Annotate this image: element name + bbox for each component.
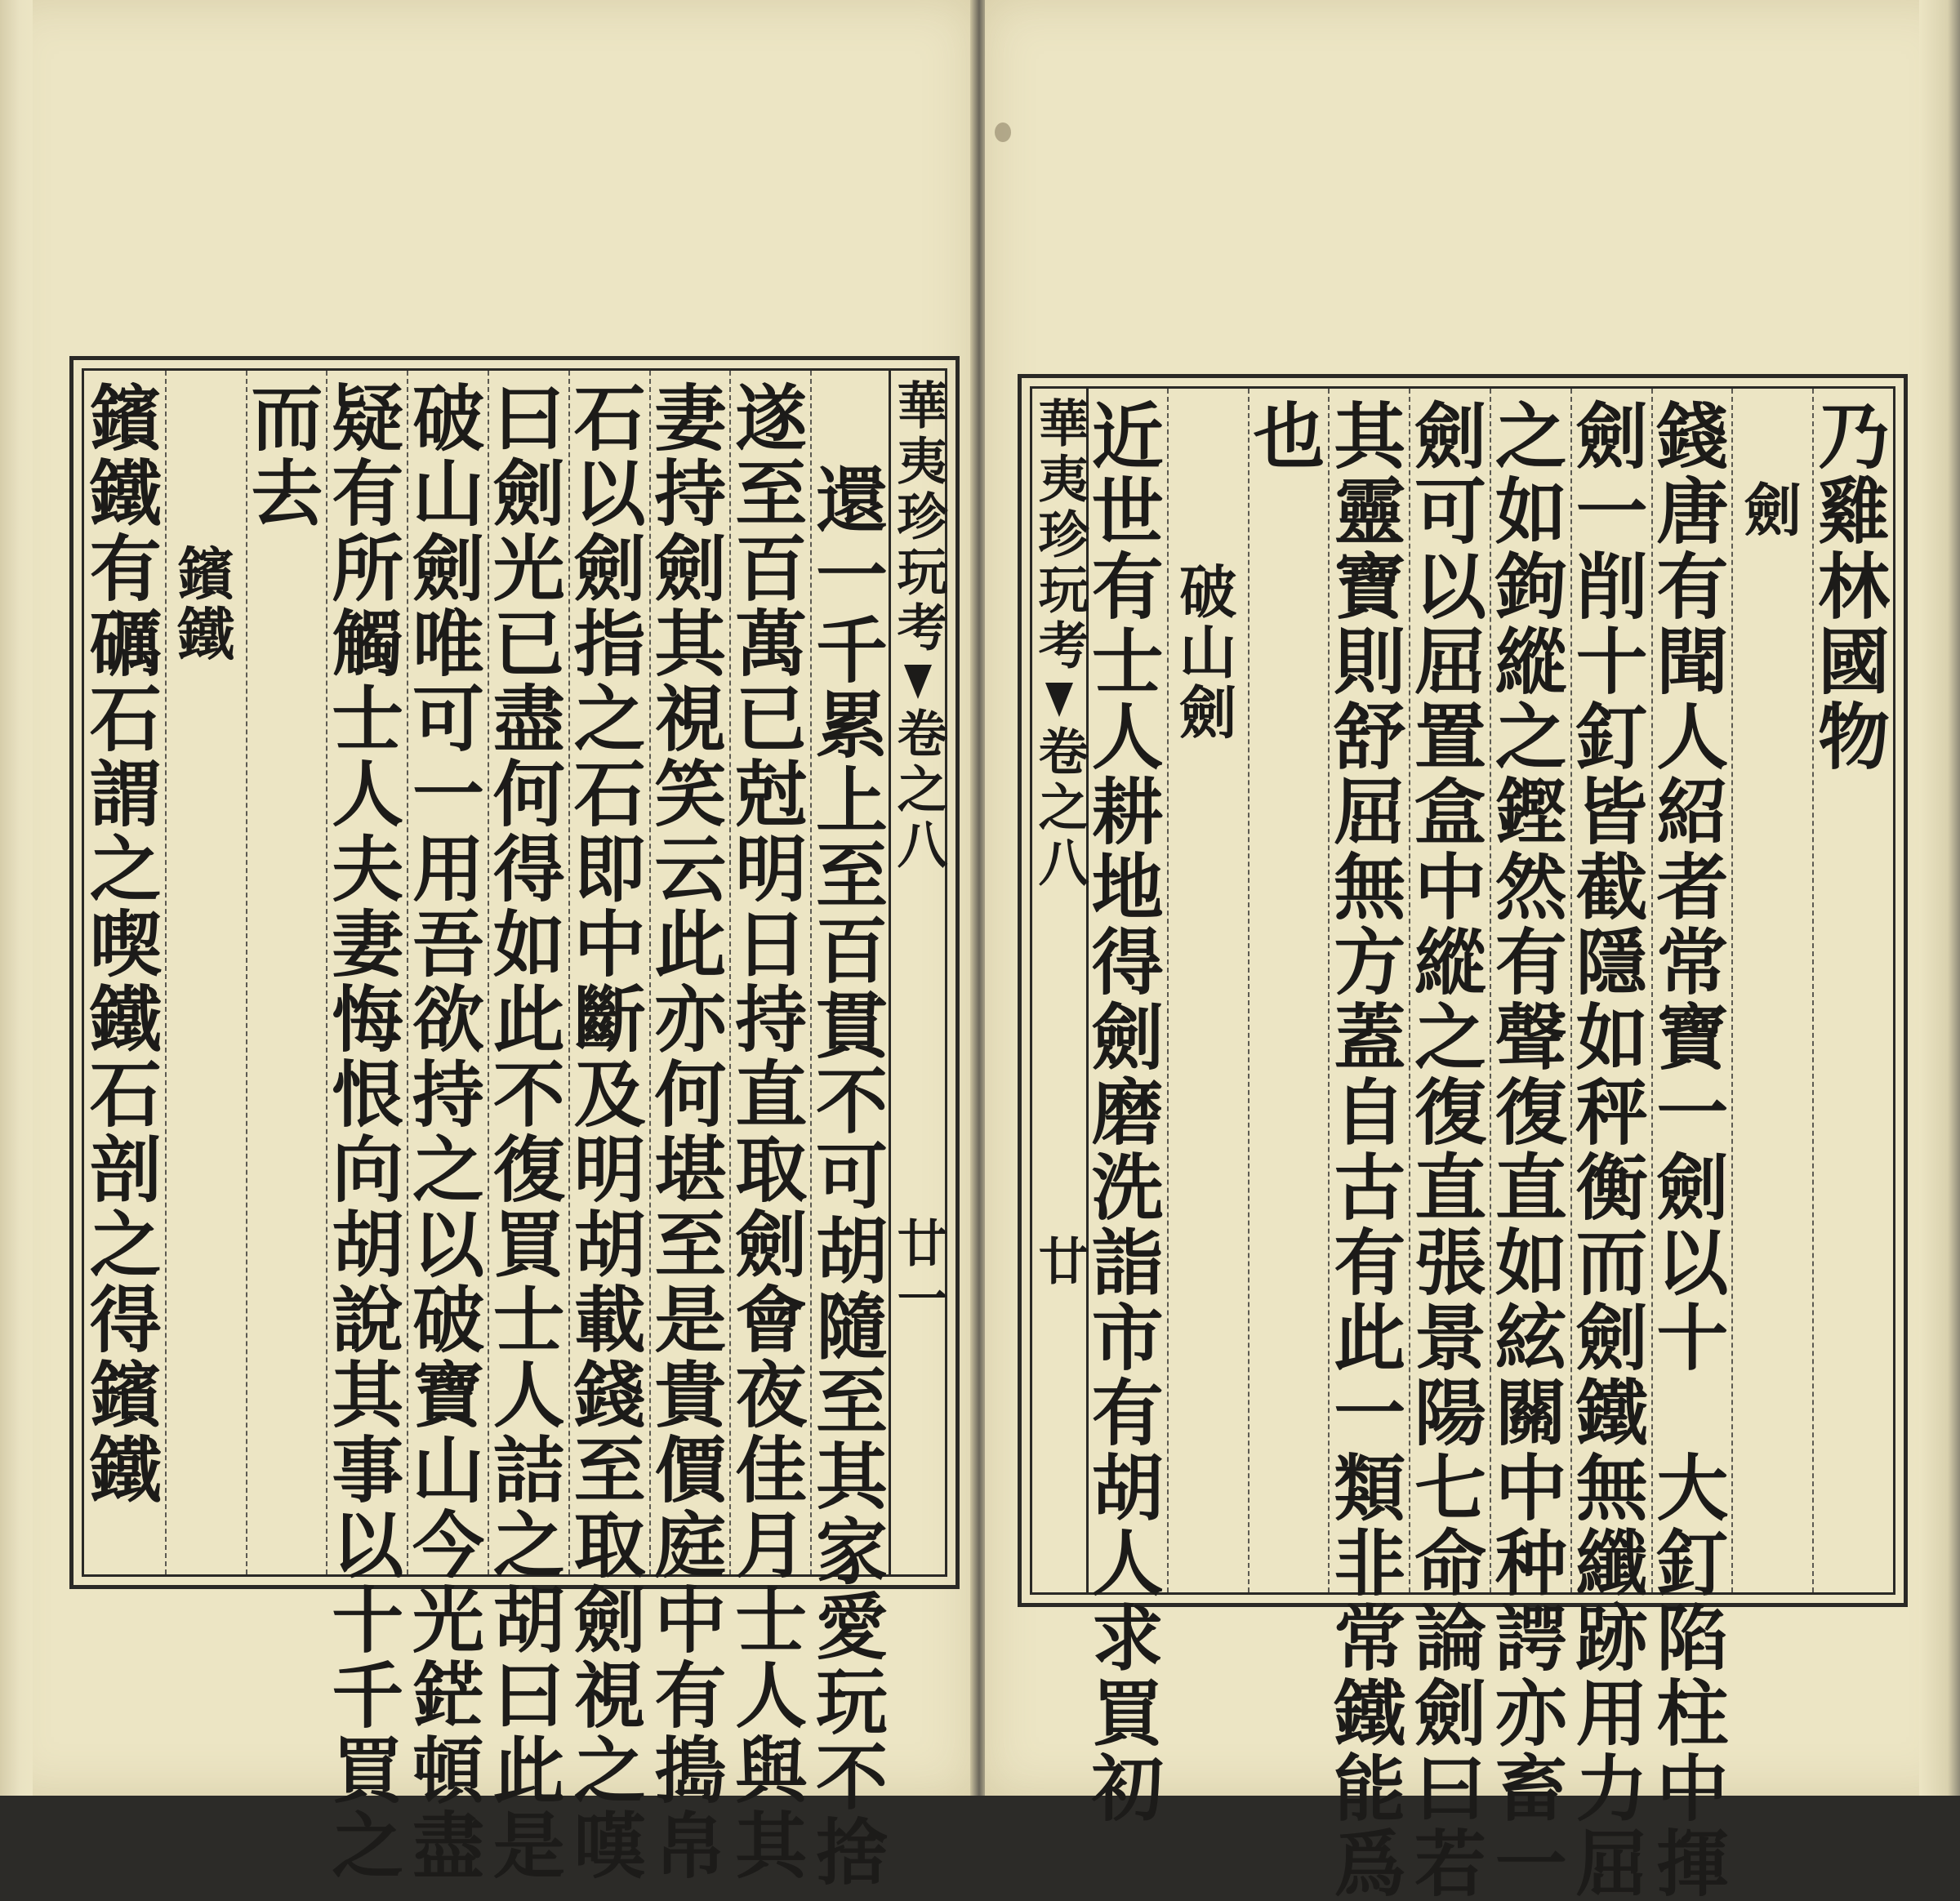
right-page	[985, 0, 1960, 1901]
text-column: 也	[1241, 398, 1327, 474]
volume-label: 卷之八	[889, 707, 948, 874]
right-text-block	[1018, 374, 1908, 1901]
folio-number: 廿	[1030, 1235, 1089, 1290]
text-column: 曰劍光已盡何得如此不復買士人詰之胡曰此是	[481, 381, 567, 1883]
text-column: 疑有所觸士人夫妻悔恨向胡說其事以十千買之	[320, 381, 406, 1883]
text-column: 乃雞林國物	[1806, 398, 1891, 774]
column-rule	[649, 371, 651, 1574]
volume-label: 卷之八	[1030, 725, 1089, 892]
column-rule	[165, 371, 167, 1574]
column-rule	[488, 371, 489, 1574]
column-rule	[1812, 389, 1814, 1592]
section-heading: 鑌鐵	[167, 544, 236, 665]
column-rule	[729, 371, 731, 1574]
text-column: 妻持劍其視笑云此亦何堪至是貴價庭中有搗帛	[643, 381, 728, 1883]
text-column: 劍一削十釘皆截隱如秤衡而劍鐵無纖跡用力屈	[1564, 398, 1650, 1901]
folio-number: 廿一	[889, 1217, 948, 1328]
text-column: 鑌鐵有礪石謂之喫鐵石剖之得鑌鐵	[78, 381, 163, 1507]
column-rule	[1328, 389, 1330, 1592]
column-rule	[568, 371, 570, 1574]
column-rule	[1651, 389, 1653, 1592]
column-rule	[246, 371, 247, 1574]
column-rule	[1570, 389, 1572, 1592]
column-rule	[1731, 389, 1733, 1592]
left-inner-frame	[78, 368, 948, 1890]
right-inner-frame	[1030, 386, 1895, 1901]
text-column: 遂至百萬已尅明日持直取劍會夜佳月士人與其	[724, 381, 809, 1883]
text-column: 近世有士人耕地得劍磨洗詣市有胡人求買初	[1080, 398, 1165, 1826]
text-column: 劍可以屈置盒中縱之復直張景陽七命論劍曰若	[1402, 398, 1488, 1901]
text-column: 之如鉤縱之鏗然有聲復直如絃關中种諤亦畜一	[1483, 398, 1569, 1901]
column-rule	[1490, 389, 1491, 1592]
book-title: 華夷珍玩考	[889, 379, 948, 657]
column-rule	[1248, 389, 1250, 1592]
section-heading: 劍	[1735, 480, 1803, 541]
column-rule	[407, 371, 408, 1574]
left-text-block	[69, 356, 960, 1890]
fishtail-mark	[904, 665, 932, 699]
text-column: 錢唐有聞人紹者常寶一劍以十 大釘陷柱中揮	[1645, 398, 1731, 1901]
center-margin	[889, 371, 948, 1574]
column-rule	[810, 371, 812, 1574]
fishtail-mark	[1045, 683, 1073, 717]
text-column: 而去	[239, 381, 325, 531]
section-heading: 破山劍	[1169, 562, 1238, 743]
column-rule	[326, 371, 327, 1574]
center-margin-text	[889, 379, 948, 1574]
column-rule	[1409, 389, 1410, 1592]
paper-stain	[995, 122, 1011, 142]
center-margin-text	[1030, 397, 1089, 1592]
book-title: 華夷珍玩考	[1030, 397, 1089, 674]
text-column: 還一千累上至百貫不可胡隨至其家愛玩不捨	[804, 462, 889, 1890]
text-column: 其靈寶則舒屈無方蓋自古有此一類非常鐵能爲	[1322, 398, 1408, 1901]
left-page	[0, 0, 973, 1890]
text-column: 石以劍指之石即中斷及明胡載錢至取劍視之嘆	[562, 381, 648, 1883]
column-rule	[1167, 389, 1169, 1592]
text-column: 破山劍唯可一用吾欲持之以破寶山今光鋩頓盡	[400, 381, 486, 1883]
